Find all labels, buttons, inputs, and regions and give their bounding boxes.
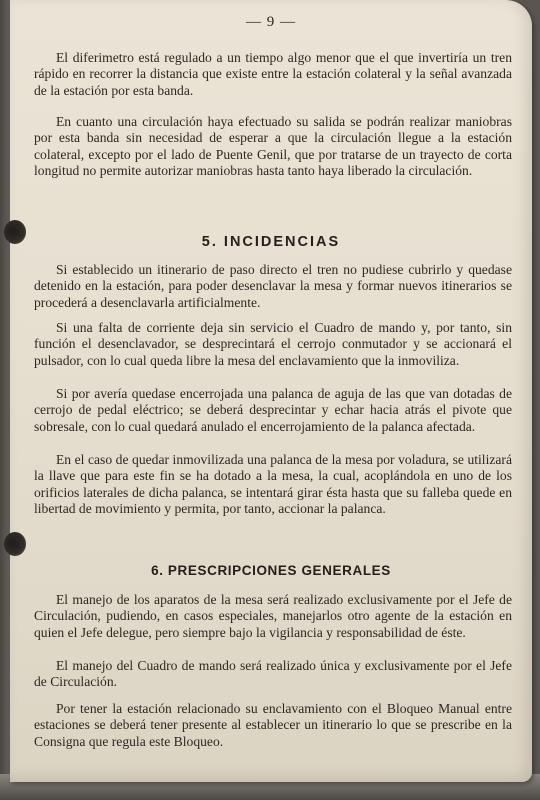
intro-paragraph-1: El diferimetro está regulado a un tiempo algo menor que el que invertiría un tren rápido en recorrer la distancia que existe entre la estación colateral y la señal avanzada de la estación por esta banda. — [34, 50, 512, 98]
section-5-paragraph-2: Si una falta de corriente deja sin servicio el Cuadro de mando y, por tanto, sin función el desenclavador, se desprecintará el cerrojo conmutador y se accionará el pulsador, con lo cual queda libre la mesa del enclavamiento que la inmoviliza. — [34, 320, 512, 368]
punch-hole — [4, 532, 26, 556]
section-6-paragraph-1: El manejo de los aparatos de la mesa será realizado exclusivamente por el Jefe de Circulación, pudiendo, en casos especiales, manejarlos otro agente de la estación en quien el Jefe delegue, pero siempre bajo la vigilancia y responsabilidad de éste. — [34, 592, 512, 640]
intro-paragraph-2: En cuanto una circulación haya efectuado su salida se podrán realizar maniobras por esta banda sin necesidad de esperar a que la circulación llegue a la estación colateral, excepto por el lado de Puente Genil, que por tratarse de un trayecto de corta longitud no permite autorizar maniobras hasta tanto haya liberado la circulación. — [34, 114, 512, 179]
section-6-paragraph-3: Por tener la estación relacionado su enclavamiento con el Bloqueo Manual entre estaciones se deberá tener presente al establecer un itinerario lo que se prescribe en la Consigna que regula este Bloqueo. — [34, 701, 512, 749]
section-5-paragraph-1: Si establecido un itinerario de paso directo el tren no pudiese cubrirlo y quedase detenido en la estación, para poder desenclavar la mesa y formar nuevos itinerarios se procederá a desenclavarla artificialmente. — [34, 262, 512, 310]
section-5-paragraph-4: En el caso de quedar inmovilizada una palanca de la mesa por voladura, se utilizará la llave que para este fin se ha dotado a la mesa, la cual, acoplándola en uno de los orificios laterales de dicha palanca, se intentará girar ésta hasta que su falleba quede en libertad de movimiento y permita, por tanto, accionar la palanca. — [34, 452, 512, 517]
document-page — [10, 0, 532, 782]
section-6-paragraph-2: El manejo del Cuadro de mando será realizado única y exclusivamente por el Jefe de Circulación. — [34, 658, 512, 690]
section-5-heading: 5. INCIDENCIAS — [201, 234, 341, 250]
section-5-paragraph-3: Si por avería quedase encerrojada una palanca de aguja de las que van dotadas de cerrojo de pedal eléctrico; se deberá desprecintar y echar hacia atrás el pivote que sobresale, con lo cual quedará anulado el encerrojamiento de la palanca afectada. — [34, 386, 512, 434]
page-number: — 9 — — [246, 14, 296, 30]
section-6-heading: 6. PRESCRIPCIONES GENERALES — [151, 563, 391, 578]
